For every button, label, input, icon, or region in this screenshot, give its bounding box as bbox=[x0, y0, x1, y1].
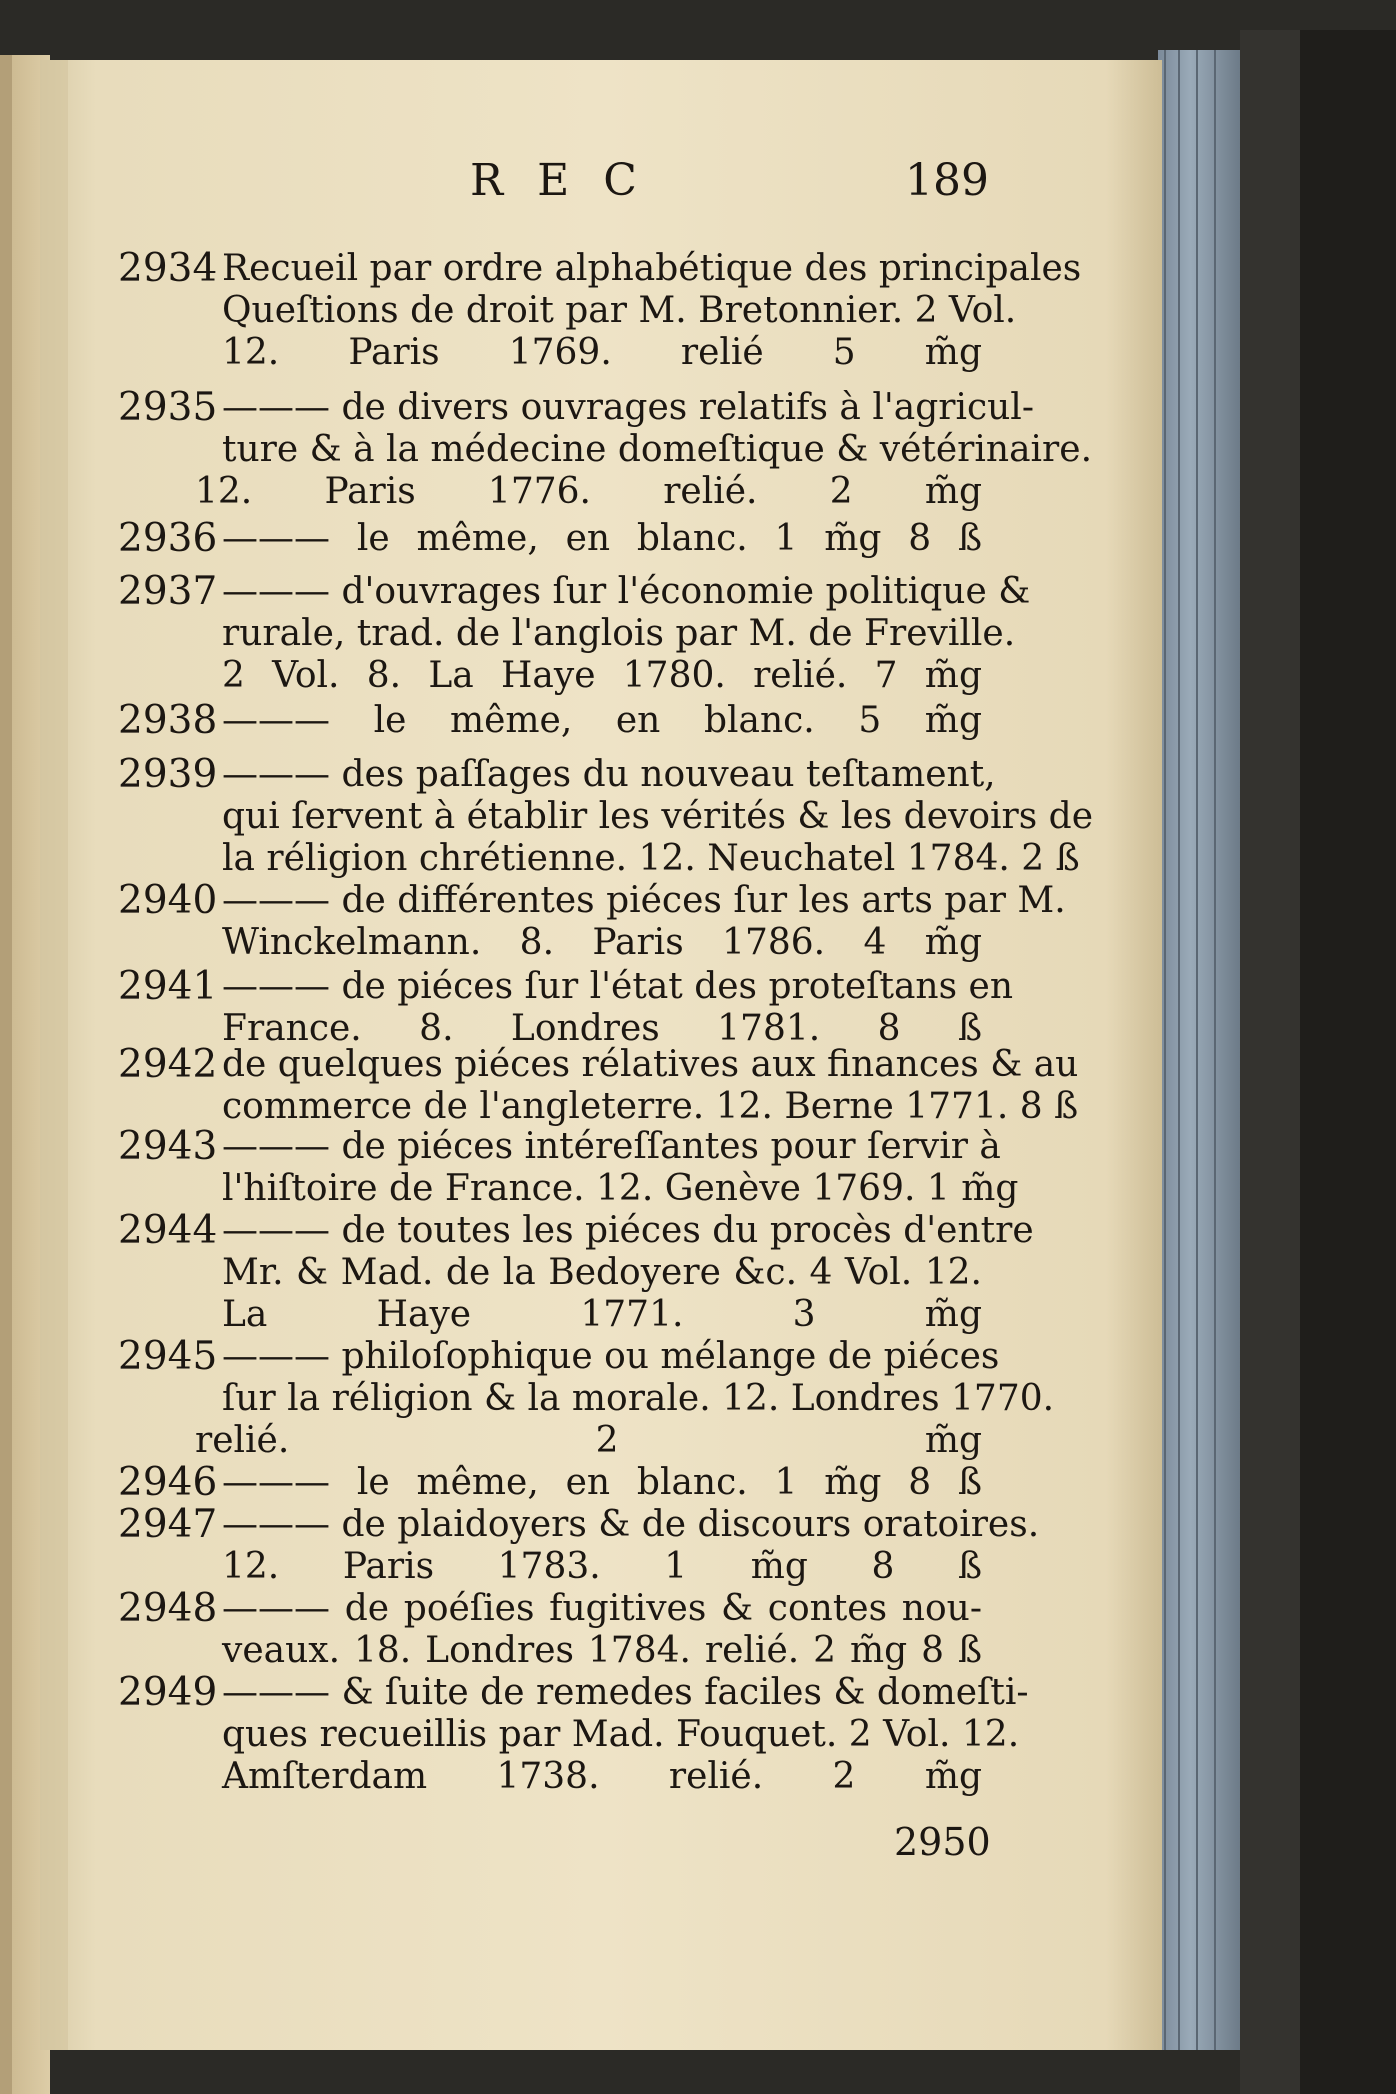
entry-line: rurale, trad. de l'anglois par M. de Freville. bbox=[222, 613, 1016, 654]
entry-line: ——— de différentes piéces ſur les arts par M. bbox=[222, 880, 1066, 921]
entry-number: 2935 bbox=[118, 385, 218, 430]
entry-line: ——— le même, en blanc. 1 m̃g 8 ß bbox=[222, 518, 982, 559]
entry-line: ——— & ſuite de remedes faciles & domeſti- bbox=[222, 1672, 1029, 1713]
entry-line: la réligion chrétienne. 12. Neuchatel 1784. 2 ß bbox=[222, 838, 1080, 879]
entry-line: relié. 2 m̃g bbox=[195, 1420, 982, 1461]
entry-line: de quelques piéces rélatives aux finances & au bbox=[222, 1044, 1079, 1085]
entry-line: Queſtions de droit par M. Bretonnier. 2 Vol. bbox=[222, 290, 1017, 331]
entry-line: ——— de toutes les piéces du procès d'entre bbox=[222, 1210, 1034, 1251]
entry-line: commerce de l'angleterre. 12. Berne 1771. 8 ß bbox=[222, 1086, 1079, 1127]
entry-line: ——— d'ouvrages ſur l'économie politique & bbox=[222, 571, 1031, 612]
entry-number: 2948 bbox=[118, 1586, 218, 1631]
entry-line: 12. Paris 1783. 1 m̃g 8 ß bbox=[222, 1546, 982, 1587]
entry-number: 2942 bbox=[118, 1042, 218, 1087]
entry-line: France. 8. Londres 1781. 8 ß bbox=[222, 1008, 982, 1049]
entry-line: ——— de poéſies fugitives & contes nou- bbox=[222, 1588, 982, 1629]
entry-line: ture & à la médecine domeſtique & vétérinaire. bbox=[222, 429, 1093, 470]
page-number: 189 bbox=[905, 155, 989, 206]
entry-number: 2949 bbox=[118, 1670, 218, 1715]
entry-line: ques recueillis par Mad. Fouquet. 2 Vol. 12. bbox=[222, 1714, 1020, 1755]
entry-number: 2947 bbox=[118, 1502, 218, 1547]
entry-line: ——— de plaidoyers & de discours oratoires. bbox=[222, 1504, 1040, 1545]
entry-number: 2941 bbox=[118, 964, 218, 1009]
entry-line: Winckelmann. 8. Paris 1786. 4 m̃g bbox=[222, 922, 982, 963]
entry-number: 2936 bbox=[118, 516, 218, 561]
entry-line: 12. Paris 1769. relié 5 m̃g bbox=[222, 332, 982, 373]
entry-line: ——— de piéces intéreſſantes pour ſervir à bbox=[222, 1126, 1001, 1167]
entry-line: Recueil par ordre alphabétique des principales bbox=[222, 248, 1082, 289]
entry-number: 2938 bbox=[118, 698, 218, 743]
entry-line: Mr. & Mad. de la Bedoyere &c. 4 Vol. 12. bbox=[222, 1252, 982, 1293]
entry-line: La Haye 1771. 3 m̃g bbox=[222, 1294, 982, 1335]
running-head: R E C bbox=[470, 155, 647, 206]
entry-number: 2939 bbox=[118, 752, 218, 797]
entry-line: veaux. 18. Londres 1784. relié. 2 m̃g 8 ß bbox=[222, 1630, 982, 1671]
entry-line: ſur la réligion & la morale. 12. Londres 1770. bbox=[222, 1378, 1055, 1419]
entry-number: 2943 bbox=[118, 1124, 218, 1169]
catchword: 2950 bbox=[894, 1820, 991, 1864]
entry-line: ——— philoſophique ou mélange de piéces bbox=[222, 1336, 1000, 1377]
entry-line: ——— de divers ouvrages relatifs à l'agricul- bbox=[222, 387, 1034, 428]
entry-number: 2937 bbox=[118, 569, 218, 614]
entry-line: qui ſervent à établir les vérités & les devoirs de bbox=[222, 796, 1093, 837]
entry-line: 2 Vol. 8. La Haye 1780. relié. 7 m̃g bbox=[222, 655, 982, 696]
entry-line: Amſterdam 1738. relié. 2 m̃g bbox=[222, 1756, 982, 1797]
entry-line: ——— des paſſages du nouveau teſtament, bbox=[222, 754, 996, 795]
entry-line: ——— le même, en blanc. 5 m̃g bbox=[222, 700, 982, 741]
entry-line: ——— le même, en blanc. 1 m̃g 8 ß bbox=[222, 1462, 982, 1503]
entry-number: 2946 bbox=[118, 1460, 218, 1505]
entry-line: 12. Paris 1776. relié. 2 m̃g bbox=[195, 471, 982, 512]
entry-line: ——— de piéces ſur l'état des proteſtans en bbox=[222, 966, 1014, 1007]
entry-number: 2945 bbox=[118, 1334, 218, 1379]
entry-line: l'hiſtoire de France. 12. Genève 1769. 1 m̃g bbox=[222, 1168, 1019, 1209]
entry-number: 2934 bbox=[118, 246, 218, 291]
entry-number: 2940 bbox=[118, 878, 218, 923]
entry-number: 2944 bbox=[118, 1208, 218, 1253]
